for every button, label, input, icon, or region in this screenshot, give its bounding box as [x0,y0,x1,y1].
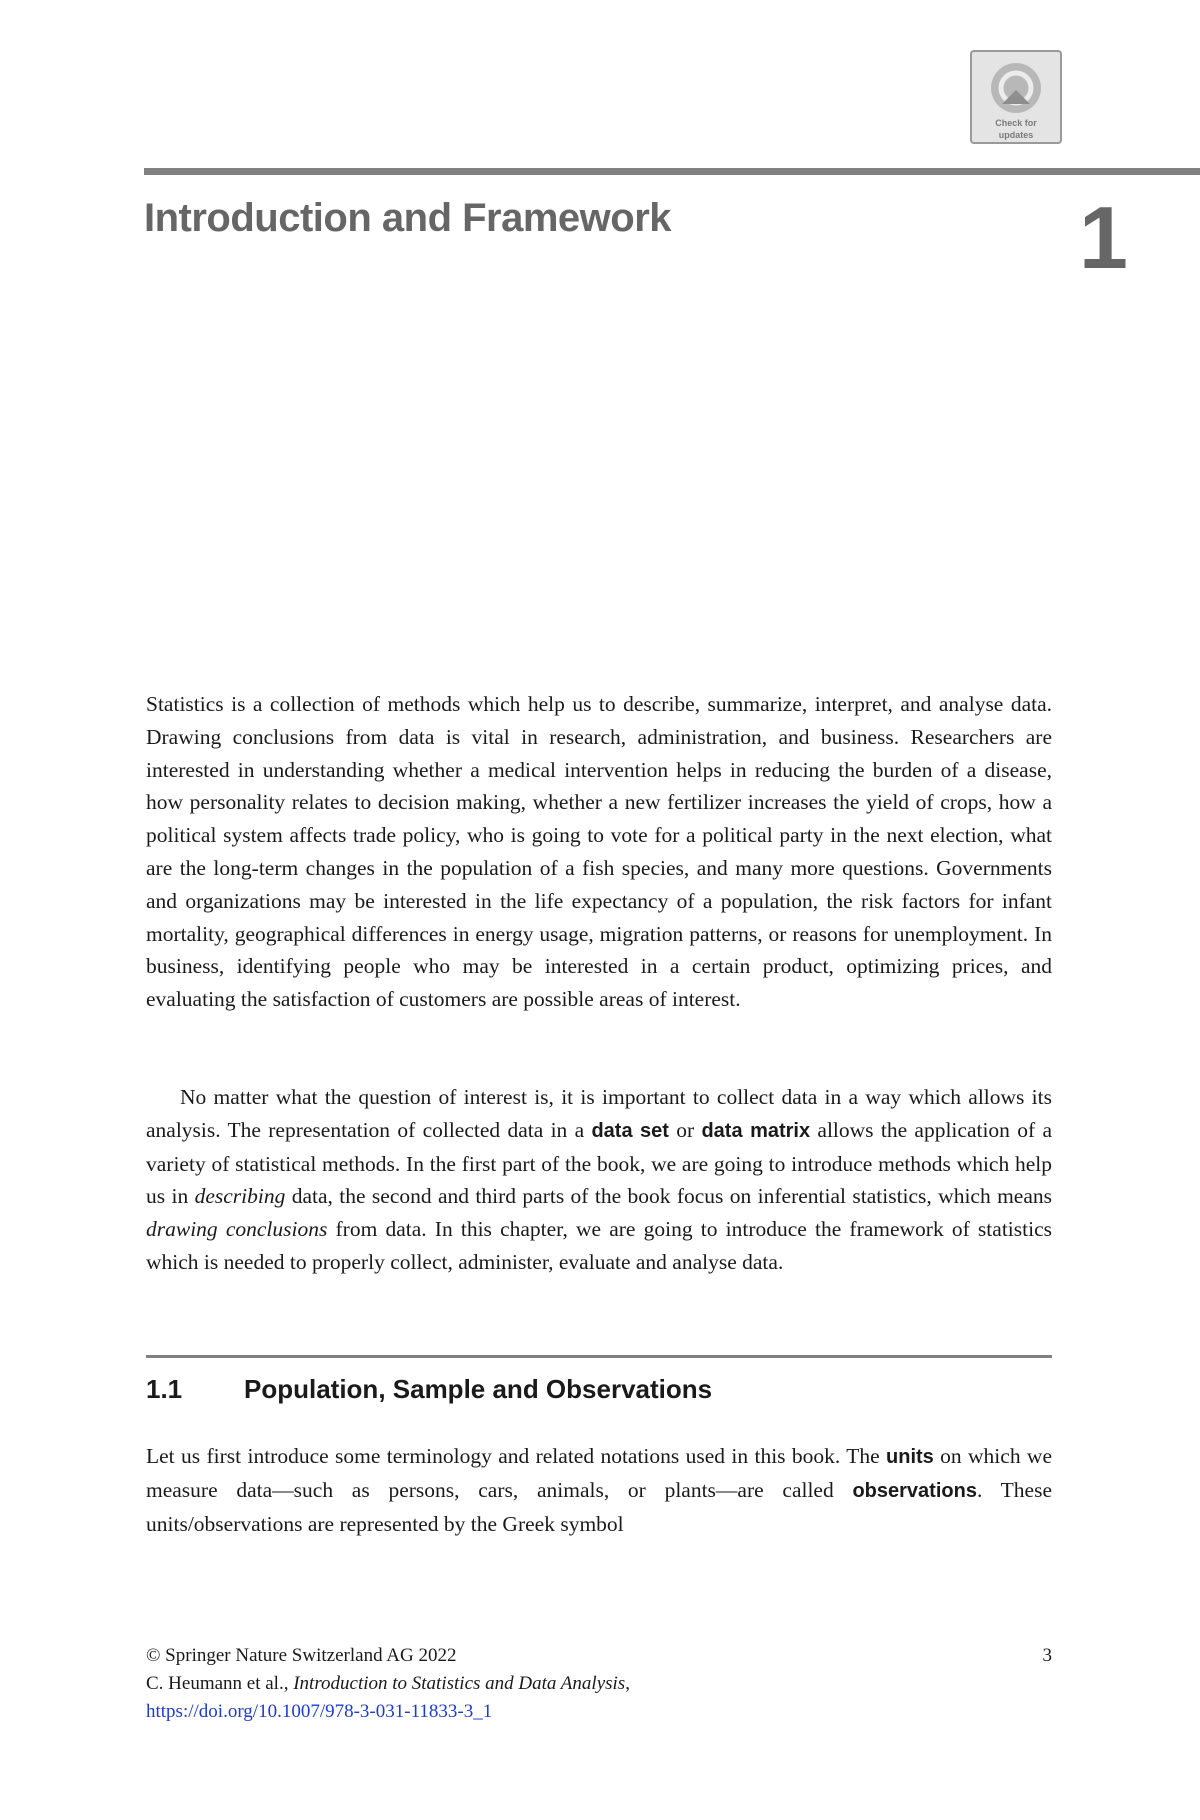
emphasis-drawing-conclusions: drawing conclusions [146,1217,328,1242]
section-number: 1.1 [146,1374,183,1404]
paragraph-2-text: allows the application of a variety of statistical methods. In the first part of the book, we are going to introduce methods which help us in [146,1117,1052,1209]
paragraph-2-text: No matter what the question of interest is, it is important to collect data in a way which allows its analysis. The representation of collected data in a [146,1085,1052,1142]
term-units: units [886,1446,934,1468]
paragraph-3-text: Let us first introduce some terminology and related notations used in this book. The [146,1444,887,1468]
badge-label-line2: updates [998,130,1034,140]
paragraph-3-text: . These units/observations are represented by the Greek symbol [146,1477,1053,1536]
section-title: Population, Sample and Observations [244,1374,713,1404]
paragraph-2-text: from data. In this chapter, we are going to introduce the framework of statistics which is needed to properly collect, administer, evaluate and analyse data. [146,1217,1052,1274]
citation-authors: C. Heumann et al., [146,1673,294,1694]
page-number: 3 [1042,1645,1052,1666]
paragraph-1: Statistics is a collection of methods which help us to describe, summarize, interpret, and analyse data. Drawing conclusions from data is vital in research, administration, and business. Researchers are interested in understanding whether a medical intervention helps in reducing the burden of a disease, how personality relates to decision making, whether a new fertilizer increases the yield of crops, how a political system affects trade policy, who is going to vote for a political party in the next election, what are the long-term changes in the population of a fish species, and many more questions. Governments and organizations may be interested in the life expectancy of a population, the risk factors for infant mortality, geographical differences in energy usage, migration patterns, or reasons for unemployment. In business, identifying people who may be interested in a certain product, optimizing prices, and evaluating the satisfaction of customers are possible areas of interest. [146,692,1052,1012]
citation-suffix: , [625,1673,630,1694]
chapter-top-rule [144,168,1200,175]
check-for-updates-icon [988,60,1044,116]
citation-book-title: Introduction to Statistics and Data Analysis [293,1673,626,1694]
chapter-number: 1 [1079,188,1128,287]
paragraph-2 [146,1081,1052,1279]
term-observations: observations [852,1479,977,1502]
paragraph-2-text: or [668,1117,702,1142]
term-data-matrix: data matrix [701,1119,811,1142]
term-data-set: data set [591,1119,669,1142]
footer [146,1642,1052,1726]
doi-link[interactable]: https://doi.org/10.1007/978-3-031-11833-3_1 [146,1701,493,1722]
paragraph-3 [146,1440,1052,1540]
chapter-title: Introduction and Framework [144,196,672,240]
check-for-updates-badge[interactable] [970,50,1062,144]
copyright-line: © Springer Nature Switzerland AG 2022 [146,1645,457,1666]
emphasis-describing: describing [194,1184,286,1209]
paragraph-3-text: on which we measure data—such as persons, cars, animals, or plants—are called [146,1444,1052,1502]
paragraph-2-text: data, the second and third parts of the book focus on inferential statistics, which means [285,1184,1053,1209]
section-rule [146,1355,1052,1358]
citation-line [146,1670,1052,1698]
section-heading [146,1372,1052,1406]
badge-label-line1: Check for [995,118,1037,128]
